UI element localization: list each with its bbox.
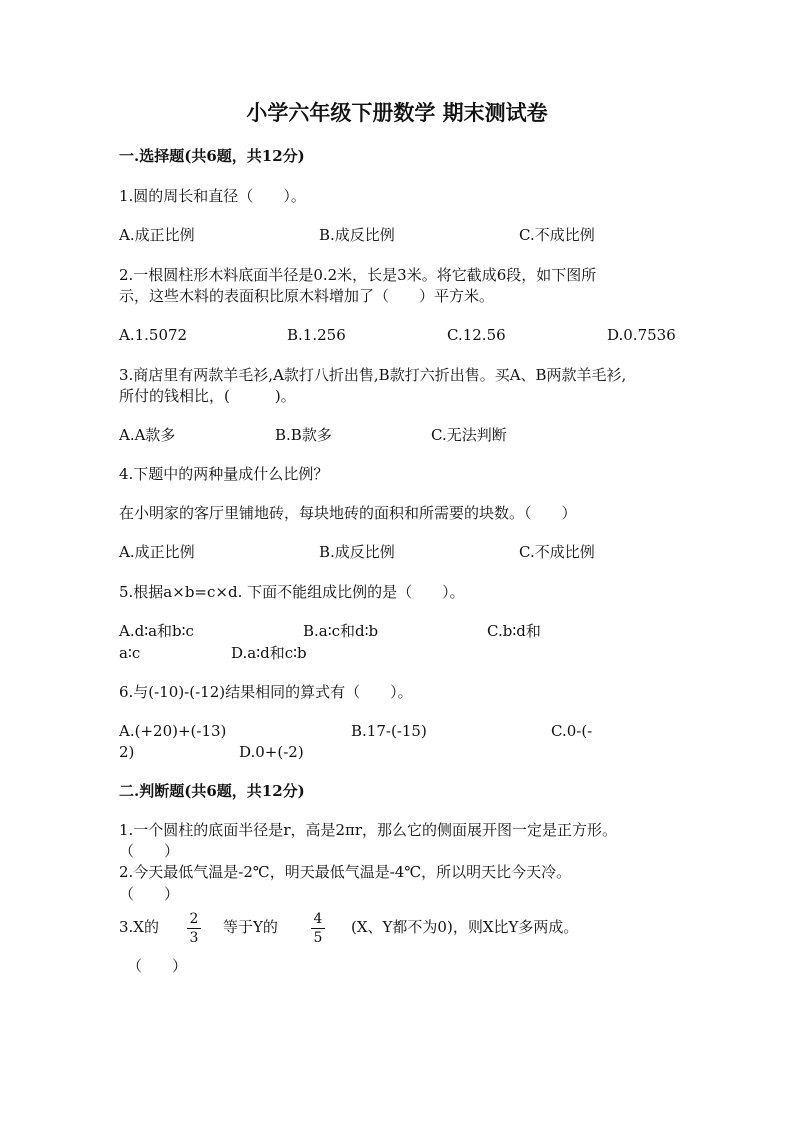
q5-stem: 5.根据a×b=c×d. 下面不能组成比例的是（ ）。	[119, 583, 465, 601]
j3-fraction-2	[311, 911, 325, 946]
q6-option-b[interactable]: B.17-(-15)	[351, 722, 427, 740]
q6-option-a[interactable]: A.(+20)+(-13)	[119, 722, 227, 740]
q4-option-c[interactable]: C.不成比例	[519, 543, 595, 561]
q1-stem: 1.圆的周长和直径（ ）。	[119, 187, 306, 205]
j3-fraction-1-denominator: 3	[189, 930, 199, 946]
q2-option-b[interactable]: B.1.256	[287, 326, 346, 344]
j3-middle: 等于Y的	[223, 918, 278, 936]
q3-stem-line1: 3.商店里有两款羊毛衫,A款打八折出售,B款打六折出售。买A、B两款羊毛衫,	[119, 366, 627, 384]
q3-stem-line2: 所付的钱相比，( )。	[119, 387, 296, 405]
q3-option-c[interactable]: C.无法判断	[431, 426, 507, 444]
j2-answer-blank[interactable]: （ ）	[119, 885, 180, 903]
q2-option-c[interactable]: C.12.56	[447, 326, 506, 344]
page-title: 小学六年级下册数学 期末测试卷	[246, 100, 548, 125]
j1-answer-blank[interactable]: （ ）	[119, 842, 180, 860]
j3-answer-blank[interactable]: （ ）	[127, 957, 188, 975]
q5-option-b[interactable]: B.a∶c和d∶b	[303, 622, 379, 640]
j1-stem: 1.一个圆柱的底面半径是r，高是2πr，那么它的侧面展开图一定是正方形。	[119, 821, 618, 839]
j3-fraction-1	[187, 911, 201, 946]
q2-stem-line1: 2.一根圆柱形木料底面半径是0.2米，长是3米。将它截成6段，如下图所	[119, 266, 597, 284]
section-heading-choice: 一.选择题(共6题，共12分)	[119, 147, 305, 165]
q5-option-d[interactable]: D.a∶d和c∶b	[231, 644, 307, 662]
q4-stem: 4.下题中的两种量成什么比例？	[119, 465, 329, 483]
q5-option-c-cont: a∶c	[119, 644, 141, 662]
j3-fraction-1-numerator: 2	[189, 911, 199, 927]
j2-stem: 2.今天最低气温是-2℃，明天最低气温是-4℃，所以明天比今天冷。	[119, 863, 572, 881]
q2-stem-line2: 示，这些木料的表面积比原木料增加了（ ）平方米。	[119, 287, 495, 305]
section-heading-judgment: 二.判断题(共6题，共12分)	[119, 782, 305, 800]
q2-option-d[interactable]: D.0.7536	[607, 326, 676, 344]
q6-option-d[interactable]: D.0+(-2)	[239, 743, 304, 761]
j3-prefix: 3.X的	[119, 918, 159, 936]
q4-option-a[interactable]: A.成正比例	[119, 543, 195, 561]
fraction-bar	[311, 928, 325, 929]
q6-stem: 6.与(-10)-(-12)结果相同的算式有（ ）。	[119, 683, 413, 701]
q1-option-b[interactable]: B.成反比例	[319, 226, 395, 244]
q2-option-a[interactable]: A.1.5072	[119, 326, 188, 344]
fraction-bar	[187, 928, 201, 929]
q3-option-a[interactable]: A.A款多	[119, 426, 176, 444]
j3-fraction-2-numerator: 4	[313, 911, 323, 927]
q4-sub: 在小明家的客厅里铺地砖，每块地砖的面积和所需要的块数。（ ）	[119, 504, 577, 522]
j3-suffix: (X、Y都不为0)，则X比Y多两成。	[351, 918, 579, 936]
j3-fraction-2-denominator: 5	[313, 930, 323, 946]
q1-option-a[interactable]: A.成正比例	[119, 226, 195, 244]
q4-option-b[interactable]: B.成反比例	[319, 543, 395, 561]
q6-option-c[interactable]: C.0-(-	[551, 722, 593, 740]
q5-option-c[interactable]: C.b∶d和	[487, 622, 541, 640]
q3-option-b[interactable]: B.B款多	[275, 426, 332, 444]
q1-option-c[interactable]: C.不成比例	[519, 226, 595, 244]
q6-option-c-cont: 2)	[119, 743, 135, 761]
q5-option-a[interactable]: A.d∶a和b∶c	[119, 622, 194, 640]
